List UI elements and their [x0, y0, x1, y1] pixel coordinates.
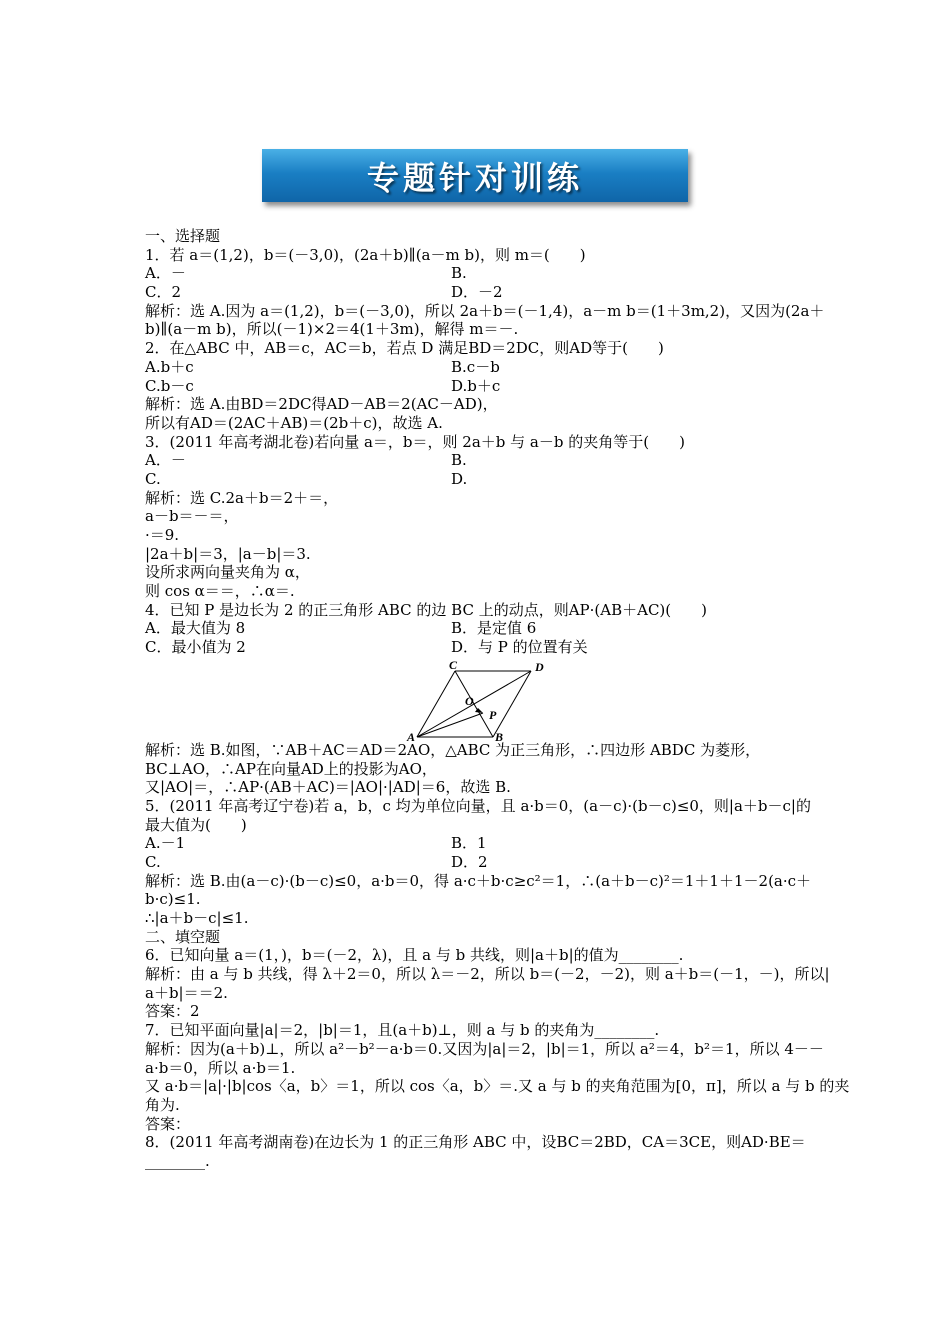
figure-label-b: B — [495, 729, 504, 741]
text-line: |2a＋b|＝3，|a－b|＝3. — [145, 544, 311, 563]
figure-segment — [417, 671, 531, 737]
rhombus-figure — [145, 657, 813, 741]
option-text: A．最大值为 8 — [145, 619, 246, 638]
text-line: 一、选择题 — [145, 227, 221, 245]
option-text: D．2 — [451, 852, 488, 871]
text-line: b)∥(a－m b)，所以(－1)×2＝4(1＋3m)，解得 m＝－. — [145, 320, 519, 339]
option-row — [145, 264, 813, 283]
text-line: 二、填空题 — [145, 927, 221, 946]
text-line: 解析：选 C.2a＋b＝2＋＝， — [145, 488, 339, 507]
option-text: B．是定值 6 — [451, 619, 537, 638]
option-text: C. — [145, 852, 161, 871]
figure-segment — [417, 713, 483, 737]
text-line: 解析：由 a 与 b 共线，得 λ＋2＝0，所以 λ＝－2，所以 b＝(－2，－2)，则 a＋b＝(－1，－)，所以| — [145, 965, 830, 984]
text-line: ________. — [145, 1151, 210, 1170]
text-line: ∴|a＋b－c|≤1. — [145, 909, 249, 927]
option-row — [145, 470, 813, 489]
text-line: 3．(2011 年高考湖北卷)若向量 a＝，b＝，则 2a＋b 与 a－b 的夹角等于( ) — [145, 432, 685, 451]
option-text: D. — [451, 469, 468, 488]
banner-title: 专题针对训练 — [366, 158, 583, 197]
text-line: 最大值为( ) — [145, 815, 247, 834]
text-line: 解析：选 B.由(a－c)·(b－c)≤0，a·b＝0，得 a·c＋b·c≥c²＝1，∴(a＋b－c)²＝1＋1＋1－2(a·c＋ — [145, 871, 812, 890]
document-body — [145, 227, 850, 1171]
option-text: D.b＋c — [451, 376, 501, 395]
text-line: 又|AO|＝，∴AP·(AB＋AC)＝|AO|·|AD|＝6，故选 B. — [145, 778, 511, 797]
option-row — [145, 377, 813, 396]
figure-label-p: P — [489, 707, 497, 722]
text-line: 2．在△ABC 中，AB＝c，AC＝b，若点 D 满足BD＝2DC，则AD等于( ) — [145, 339, 664, 358]
option-row — [145, 853, 813, 872]
option-text: D．与 P 的位置有关 — [451, 638, 588, 657]
figure-segment — [493, 671, 531, 737]
figure-label-a: A — [407, 729, 416, 741]
option-text: A.－1 — [145, 834, 186, 853]
text-line: 8．(2011 年高考湖南卷)在边长为 1 的正三角形 ABC 中，设BC＝2BD，CA＝3CE，则AD·BE＝ — [145, 1133, 806, 1152]
option-text: C. — [145, 469, 161, 488]
option-text: B．1 — [451, 834, 487, 853]
text-line: 1．若 a＝(1,2)，b＝(－3,0)，(2a＋b)∥(a－m b)，则 m＝( ) — [145, 245, 586, 264]
option-row — [145, 638, 813, 657]
option-text: B. — [451, 264, 467, 283]
text-line: 解析：选 A.因为 a＝(1,2)，b＝(－3,0)，所以 2a＋b＝(－1,4)，a－m b＝(1＋3m,2)，又因为(2a＋ — [145, 301, 825, 320]
figure-segment — [417, 671, 455, 737]
text-line: 答案： — [145, 1114, 191, 1133]
text-line: 解析：因为(a＋b)⊥，所以 a²－b²－a·b＝0.又因为|a|＝2，|b|＝1，所以 a²＝4，b²＝1，所以 4－－ — [145, 1039, 824, 1058]
text-line: 6．已知向量 a＝(1，)，b＝(－2，λ)，且 a 与 b 共线，则|a＋b|的值为________. — [145, 946, 684, 965]
text-line: 又 a·b＝|a|·|b|cos〈a，b〉＝1，所以 cos〈a，b〉＝.又 a 与 b 的夹角范围为[0，π]，所以 a 与 b 的夹 — [145, 1077, 850, 1096]
text-line: 所以有AD＝(2AC＋AB)＝(2b＋c)，故选 A. — [145, 413, 443, 432]
text-line: 角为. — [145, 1095, 180, 1114]
option-text: A.b＋c — [145, 357, 194, 376]
text-line: a－b＝－＝， — [145, 507, 239, 526]
text-line: 5．(2011 年高考辽宁卷)若 a，b，c 均为单位向量，且 a·b＝0，(a－c)·(b－c)≤0，则|a＋b－c|的 — [145, 796, 811, 815]
option-text: D．－2 — [451, 283, 503, 302]
text-line: a·b＝0，所以 a·b＝1. — [145, 1058, 296, 1077]
option-text: C．最小值为 2 — [145, 638, 246, 657]
text-line: 则 cos α＝＝，∴α＝. — [145, 582, 295, 601]
figure-label-c: C — [449, 657, 458, 672]
text-line: 4．已知 P 是边长为 2 的正三角形 ABC 的边 BC 上的动点，则AP·(AB＋AC)( ) — [145, 600, 707, 619]
option-text: A．－ — [145, 451, 186, 470]
option-text: A．－ — [145, 264, 186, 283]
text-line: a＋b|＝＝2. — [145, 983, 228, 1002]
text-line: ·＝9. — [145, 526, 180, 544]
option-row — [145, 358, 813, 377]
text-line: 答案：2 — [145, 1002, 200, 1021]
option-row — [145, 283, 813, 302]
text-line: 解析：选 B.如图，∵AB＋AC＝AD＝2AO，△ABC 为正三角形，∴四边形 ABDC 为菱形， — [145, 740, 761, 759]
text-line: 解析：选 A.由BD＝2DC得AD－AB＝2(AC－AD)， — [145, 395, 498, 414]
option-row — [145, 834, 813, 853]
text-line: 7．已知平面向量|a|＝2，|b|＝1，且(a＋b)⊥，则 a 与 b 的夹角为________. — [145, 1021, 660, 1040]
figure-label-o: O — [465, 693, 474, 708]
option-text: B. — [451, 451, 467, 470]
rhombus-diagram — [403, 657, 553, 741]
text-line: BC⊥AO，∴AP在向量AD上的投影为AO， — [145, 759, 437, 778]
option-text: B.c－b — [451, 357, 500, 376]
option-text: C．2 — [145, 283, 182, 302]
text-line: b·c)≤1. — [145, 890, 201, 909]
figure-label-d: D — [535, 659, 544, 674]
option-text: C.b－c — [145, 376, 194, 395]
option-row — [145, 451, 813, 470]
option-row — [145, 619, 813, 638]
text-line: 设所求两向量夹角为 α， — [145, 563, 310, 582]
section-banner — [262, 149, 688, 202]
